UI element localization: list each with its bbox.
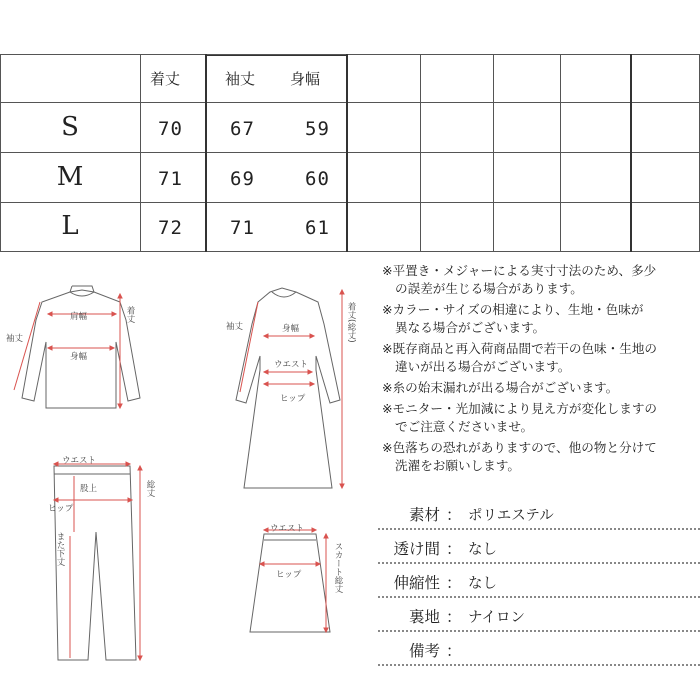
diagram-skirt: [240, 520, 360, 640]
table-cell: 61: [305, 217, 330, 239]
spec-row-sheerness: [378, 530, 700, 564]
label-chest: 身幅: [282, 324, 300, 334]
spec-value: なし: [468, 576, 497, 592]
note-line: ※糸の始末漏れが出る場合がございます。: [382, 380, 619, 395]
table-border: [0, 202, 700, 203]
table-cell: 67: [230, 118, 255, 140]
spec-value: ポリエステル: [468, 508, 554, 524]
diagram-top: [0, 280, 160, 420]
label-chest: 身幅: [70, 352, 88, 362]
diagram-pants: [40, 452, 170, 667]
label-total-length: 総丈: [145, 480, 155, 497]
label-length: 着丈: [125, 306, 135, 323]
spec-label: 備考: [408, 642, 440, 660]
table-border: [420, 54, 421, 252]
label-hip: ヒップ: [48, 504, 74, 514]
note-line: の誤差が生じる場合があります。: [395, 281, 583, 296]
spec-colon: ：: [446, 642, 462, 660]
label-shoulder: 肩幅: [70, 312, 88, 322]
spec-label: 素材: [408, 506, 440, 524]
label-sleeve: 袖丈: [6, 334, 24, 344]
note-item: [382, 340, 700, 376]
note-line: 異なる場合がございます。: [395, 320, 546, 335]
note-line: ※カラー・サイズの相違により、生地・色味が: [382, 302, 644, 317]
table-border: [493, 54, 494, 252]
note-line: ※平置き・メジャーによる実寸寸法のため、多少: [382, 263, 657, 278]
spec-colon: ：: [446, 540, 462, 558]
table-border: [140, 54, 141, 252]
table-cell: 71: [158, 168, 183, 190]
label-rise: 股上: [80, 484, 98, 494]
label-skirt-length: スカート総丈: [333, 542, 343, 593]
note-line: ※モニター・光加減により見え方が変化しますの: [382, 401, 658, 416]
note-line: でご注意くださいませ。: [395, 419, 534, 434]
label-inseam: また下丈: [55, 532, 65, 566]
size-label-s: S: [61, 112, 79, 142]
note-item: [382, 400, 700, 436]
table-cell: 59: [305, 118, 330, 140]
table-border: [346, 54, 348, 252]
label-sleeve: 袖丈: [226, 322, 244, 332]
table-cell: 71: [230, 217, 255, 239]
note-line: 違いが出る場合がございます。: [395, 359, 571, 374]
table-cell: 60: [305, 168, 330, 190]
note-line: ※既存商品と再入荷商品間で若干の色味・生地の: [382, 341, 658, 356]
spec-list: [378, 496, 700, 666]
spec-colon: ：: [446, 608, 462, 626]
note-item: [382, 439, 700, 475]
spec-value: ナイロン: [468, 610, 525, 626]
spec-colon: ：: [446, 506, 462, 524]
table-cell: 69: [230, 168, 255, 190]
size-label-m: M: [56, 162, 84, 192]
note-item: [382, 301, 700, 337]
header-sleeve: 袖丈: [225, 70, 256, 88]
diagram-dress: [220, 280, 370, 495]
table-border: [630, 54, 632, 252]
label-length: 着丈(総丈): [346, 302, 356, 343]
label-hip: ヒップ: [276, 570, 302, 580]
spec-row-remarks: [378, 632, 700, 666]
label-hip: ヒップ: [280, 394, 306, 404]
table-border: [0, 152, 700, 153]
note-item: [382, 379, 700, 397]
spec-colon: ：: [446, 574, 462, 592]
size-label-l: L: [61, 211, 79, 241]
label-waist: ウエスト: [62, 456, 97, 466]
table-border: [0, 102, 700, 103]
header-length: 着丈: [150, 70, 181, 88]
size-table: [0, 54, 700, 252]
note-line: 洗濯をお願いします。: [395, 458, 520, 473]
spec-row-stretch: [378, 564, 700, 598]
note-item: [382, 262, 700, 298]
header-width: 身幅: [290, 70, 321, 88]
table-cell: 70: [158, 118, 183, 140]
label-waist: ウエスト: [274, 360, 309, 370]
table-border: [560, 54, 561, 252]
dotted-divider: [378, 664, 700, 666]
spec-label: 透け間: [393, 540, 440, 558]
note-line: ※色落ちの恐れがありますので、他の物と分けて: [382, 440, 657, 455]
table-cell: 72: [158, 217, 183, 239]
spec-value: なし: [468, 542, 497, 558]
spec-label: 伸縮性: [393, 574, 440, 592]
spec-row-lining: [378, 598, 700, 632]
table-border: [0, 251, 700, 252]
label-waist: ウエスト: [270, 524, 305, 534]
spec-label: 裏地: [408, 608, 440, 626]
table-border: [0, 54, 700, 55]
care-notes: [382, 262, 700, 475]
spec-row-material: [378, 496, 700, 530]
